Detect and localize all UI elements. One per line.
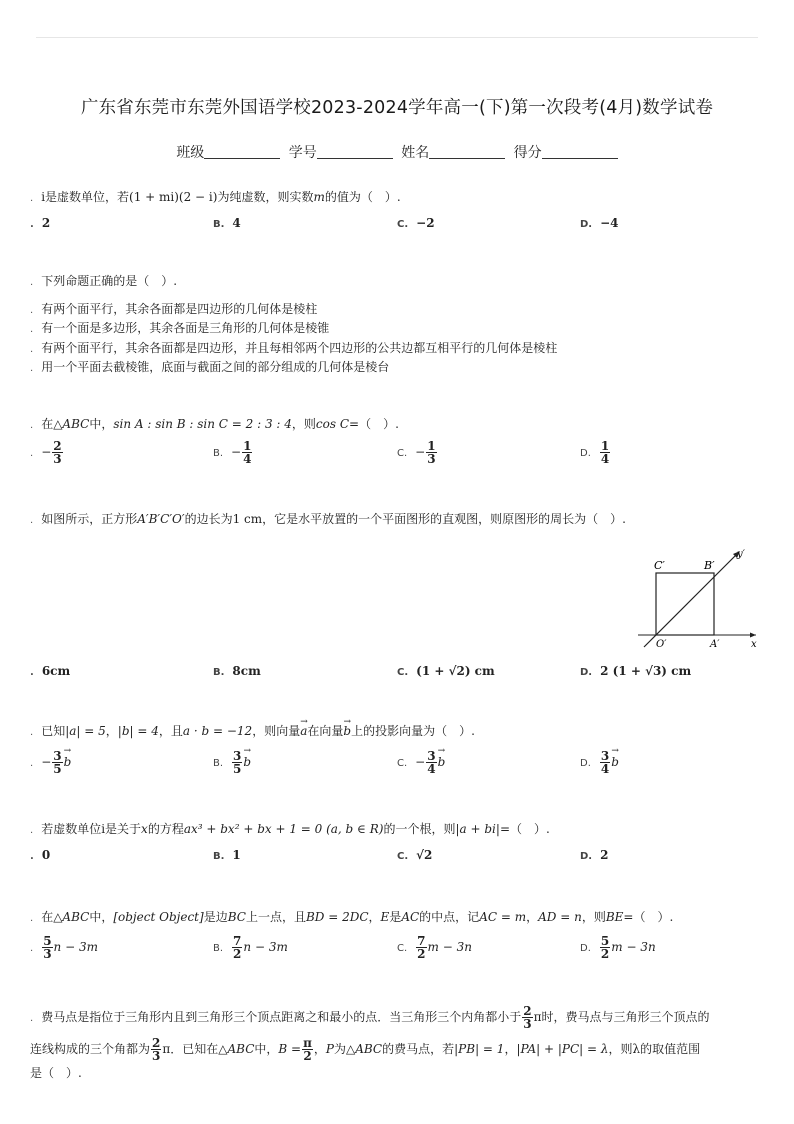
class-label: 班级 <box>176 145 205 161</box>
question-2-option-c[interactable]: . 有两个面平行，其余各面都是四边形，并且每相邻两个四边形的公共边都互相平行的几何体是棱柱 <box>30 341 558 355</box>
score-blank[interactable] <box>542 144 618 159</box>
page-title: 广东省东莞市东莞外国语学校2023-2024学年高一(下)第一次段考(4月)数学试卷 <box>80 98 714 118</box>
question-1-option-a[interactable]: . 2 <box>30 216 51 230</box>
question-8-line-1: . 费马点是指位于三角形内且到三角形三个顶点距离之和最小的点．当三角形三个内角都小于 $\frac{2}{3}$ π时，费马点与三角形三个顶点的 <box>30 1005 710 1030</box>
question-5-option-c[interactable]: C. − $\frac{3}{4}$ → b <box>397 750 445 775</box>
question-7-option-d[interactable]: D. $\frac{5}{2}$ m − 3n <box>580 934 656 961</box>
question-1-option-d[interactable]: D. −4 <box>580 216 619 230</box>
question-4-option-a[interactable]: . 6cm <box>30 664 71 678</box>
question-7-option-b[interactable]: B. $\frac{7}{2}$ n − 3m <box>213 934 288 961</box>
label-y-prime: y′ <box>737 549 745 560</box>
question-6-option-c[interactable]: C. √2 <box>397 848 433 862</box>
label-b-prime: B′ <box>704 559 715 572</box>
question-3-option-a[interactable]: . − $\frac{2}{3}$ <box>30 439 62 466</box>
question-6-option-d[interactable]: D. 2 <box>580 848 609 862</box>
score-label: 得分 <box>513 145 542 161</box>
label-c-prime: C′ <box>654 559 665 572</box>
number-blank[interactable] <box>317 144 393 159</box>
x-axis-arrow-icon <box>750 633 756 638</box>
question-5-option-a[interactable]: . − $\frac{3}{5}$ → b <box>30 750 71 775</box>
question-6-option-a[interactable]: . 0 <box>30 848 51 862</box>
class-blank[interactable] <box>204 144 280 159</box>
student-info-line <box>0 142 794 162</box>
question-2-option-b[interactable]: . 有一个面是多边形，其余各面是三角形的几何体是棱锥 <box>30 321 330 335</box>
header-rule <box>36 37 758 38</box>
question-2-option-a[interactable]: . 有两个面平行，其余各面都是四边形的几何体是棱柱 <box>30 302 318 316</box>
question-4-option-c[interactable]: C. (1 + √2) cm <box>397 664 495 678</box>
question-3-option-b[interactable]: B. − $\frac{1}{4}$ <box>213 439 252 466</box>
number-label: 学号 <box>288 145 317 161</box>
question-7-option-c[interactable]: C. $\frac{7}{2}$ m − 3n <box>397 934 472 961</box>
question-4-figure <box>634 544 762 654</box>
label-x: x <box>751 639 757 650</box>
name-label: 姓名 <box>401 145 430 161</box>
label-o-prime: O′ <box>656 639 667 650</box>
question-5-option-b[interactable]: B. $\frac{3}{5}$ → b <box>213 750 251 775</box>
question-1-stem: . i是虚数单位，若(1 + mi)(2 − i)为纯虚数，则实数m的值为（ ）. <box>30 190 401 204</box>
question-3-option-d[interactable]: D. $\frac{1}{4}$ <box>580 439 610 466</box>
question-7-stem: . 在△ABC中，[object Object]是边BC上一点，且BD = 2DC，E是AC的中点，记AC = m，AD = n，则BE=（ ）. <box>30 910 674 924</box>
question-4-option-b[interactable]: B. 8cm <box>213 664 261 678</box>
name-blank[interactable] <box>429 144 505 159</box>
question-6-stem: . 若虚数单位i是关于x的方程ax³ + bx² + bx + 1 = 0 (a, b ∈ R)的一个根，则|a + bi|=（ ）. <box>30 822 550 836</box>
question-1-option-c[interactable]: C. −2 <box>397 216 435 230</box>
question-7-option-a[interactable]: . $\frac{5}{3}$ n − 3m <box>30 934 98 961</box>
question-5-stem: . 已知|a| = 5，|b| = 4，且a · b = −12，则向量→ a在向量→ b上的投影向量为（ ）. <box>30 722 475 742</box>
question-6-option-b[interactable]: B. 1 <box>213 848 241 862</box>
question-3-stem: . 在△ABC中，sin A : sin B : sin C = 2 : 3 : 4，则cos C=（ ）. <box>30 417 399 431</box>
question-3-option-c[interactable]: C. − $\frac{1}{3}$ <box>397 439 436 466</box>
question-1-option-b[interactable]: B. 4 <box>213 216 241 230</box>
label-a-prime: A′ <box>710 639 720 650</box>
question-5-option-d[interactable]: D. $\frac{3}{4}$ → b <box>580 750 619 775</box>
question-2-option-d[interactable]: . 用一个平面去截棱锥，底面与截面之间的部分组成的几何体是棱台 <box>30 360 390 374</box>
question-4-stem: . 如图所示，正方形A′B′C′O′的边长为1 cm，它是水平放置的一个平面图形的直观图，则原图形的周长为（ ）. <box>30 512 626 526</box>
question-2-stem: . 下列命题正确的是（ ）. <box>30 274 178 288</box>
question-8-line-2: 连线构成的三个角都为 $\frac{2}{3}$ π．已知在△ABC中，B = $\frac{\pi}{2}$ ，P为△ABC的费马点，若|PB| = 1，|PA| + |PC| = λ，则λ的取值范围 <box>30 1037 701 1062</box>
question-8-line-3: 是（ ）. <box>30 1066 82 1080</box>
question-4-option-d[interactable]: D. 2 (1 + √3) cm <box>580 664 692 678</box>
